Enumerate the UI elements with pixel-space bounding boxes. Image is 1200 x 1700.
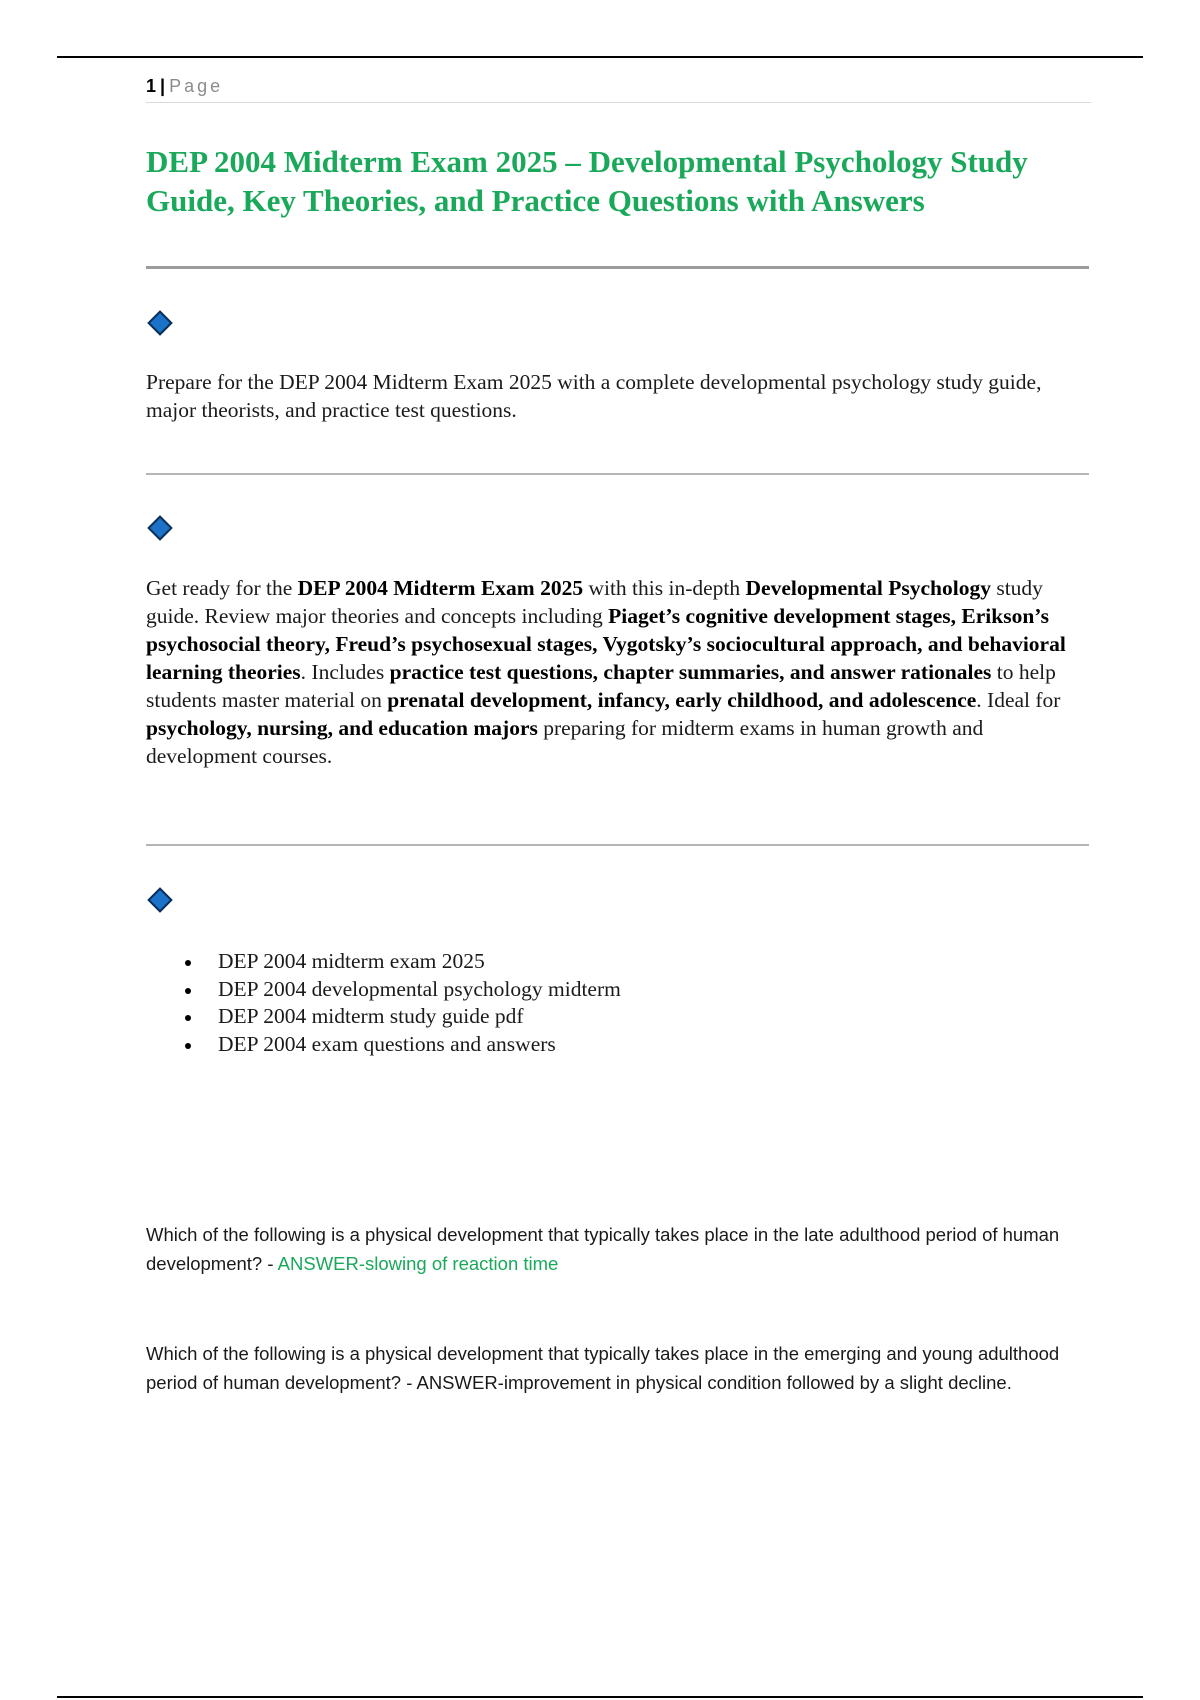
answer-text: ANSWER-improvement in physical condition followed by a slight decline. <box>416 1372 1012 1393</box>
description-emphasis: Piaget’s cognitive development stages, Erikson’s psychosocial theory, Freud’s psychosexual stages, Vygotsky’s sociocultural approach, and behavioral learning theories <box>146 604 1066 684</box>
question-text: Which of the following is a physical development that typically takes place in the emerging and young adulthood period of human development? - <box>146 1343 1060 1393</box>
description-paragraph <box>146 574 1091 770</box>
description-emphasis: practice test questions, chapter summaries, and answer rationales <box>389 660 992 684</box>
description-emphasis: psychology, nursing, and education majors <box>146 716 538 740</box>
qa-item <box>146 1220 1091 1278</box>
description-text: with this in-depth <box>583 576 746 600</box>
intro-paragraph: Prepare for the DEP 2004 Midterm Exam 2025 with a complete developmental psychology study guide, major theorists, and practice test questions. <box>146 370 1042 422</box>
list-item: DEP 2004 midterm study guide pdf <box>146 1003 621 1031</box>
document-title: DEP 2004 Midterm Exam 2025 – Developmental Psychology Study Guide, Key Theories, and Practice Questions with Answers <box>146 144 1028 218</box>
qa-item <box>146 1339 1091 1397</box>
page-header <box>146 74 1091 103</box>
diamond-bullet-icon <box>147 515 172 540</box>
description-emphasis: Developmental Psychology <box>745 576 991 600</box>
description-text: Get ready for the <box>146 576 298 600</box>
description-text: study guide. Review major theories and concepts including <box>146 576 1043 628</box>
description-text: . Ideal for <box>976 688 1061 712</box>
answer-text: ANSWER-slowing of reaction time <box>277 1253 559 1274</box>
section-divider <box>146 844 1089 846</box>
page-top-rule <box>57 56 1143 58</box>
section-divider <box>146 473 1089 475</box>
description-text: preparing for midterm exams in human growth and development courses. <box>146 716 984 768</box>
page-label: Page <box>169 76 224 96</box>
page-separator: | <box>160 76 166 96</box>
list-item: DEP 2004 midterm exam 2025 <box>146 948 621 976</box>
diamond-bullet-icon <box>147 310 172 335</box>
list-item: DEP 2004 developmental psychology midterm <box>146 976 621 1004</box>
question-text: Which of the following is a physical development that typically takes place in the late adulthood period of human development? - <box>146 1224 1060 1274</box>
description-emphasis: prenatal development, infancy, early childhood, and adolescence <box>387 688 977 712</box>
keyword-list <box>146 948 621 1058</box>
list-item: DEP 2004 exam questions and answers <box>146 1031 621 1059</box>
page-bottom-rule <box>57 1696 1143 1698</box>
section-divider <box>146 266 1089 269</box>
page-number: 1 <box>146 76 157 96</box>
description-text: . Includes <box>300 660 390 684</box>
diamond-bullet-icon <box>147 887 172 912</box>
description-text: to help students master material on <box>146 660 1056 712</box>
description-emphasis: DEP 2004 Midterm Exam 2025 <box>297 576 584 600</box>
